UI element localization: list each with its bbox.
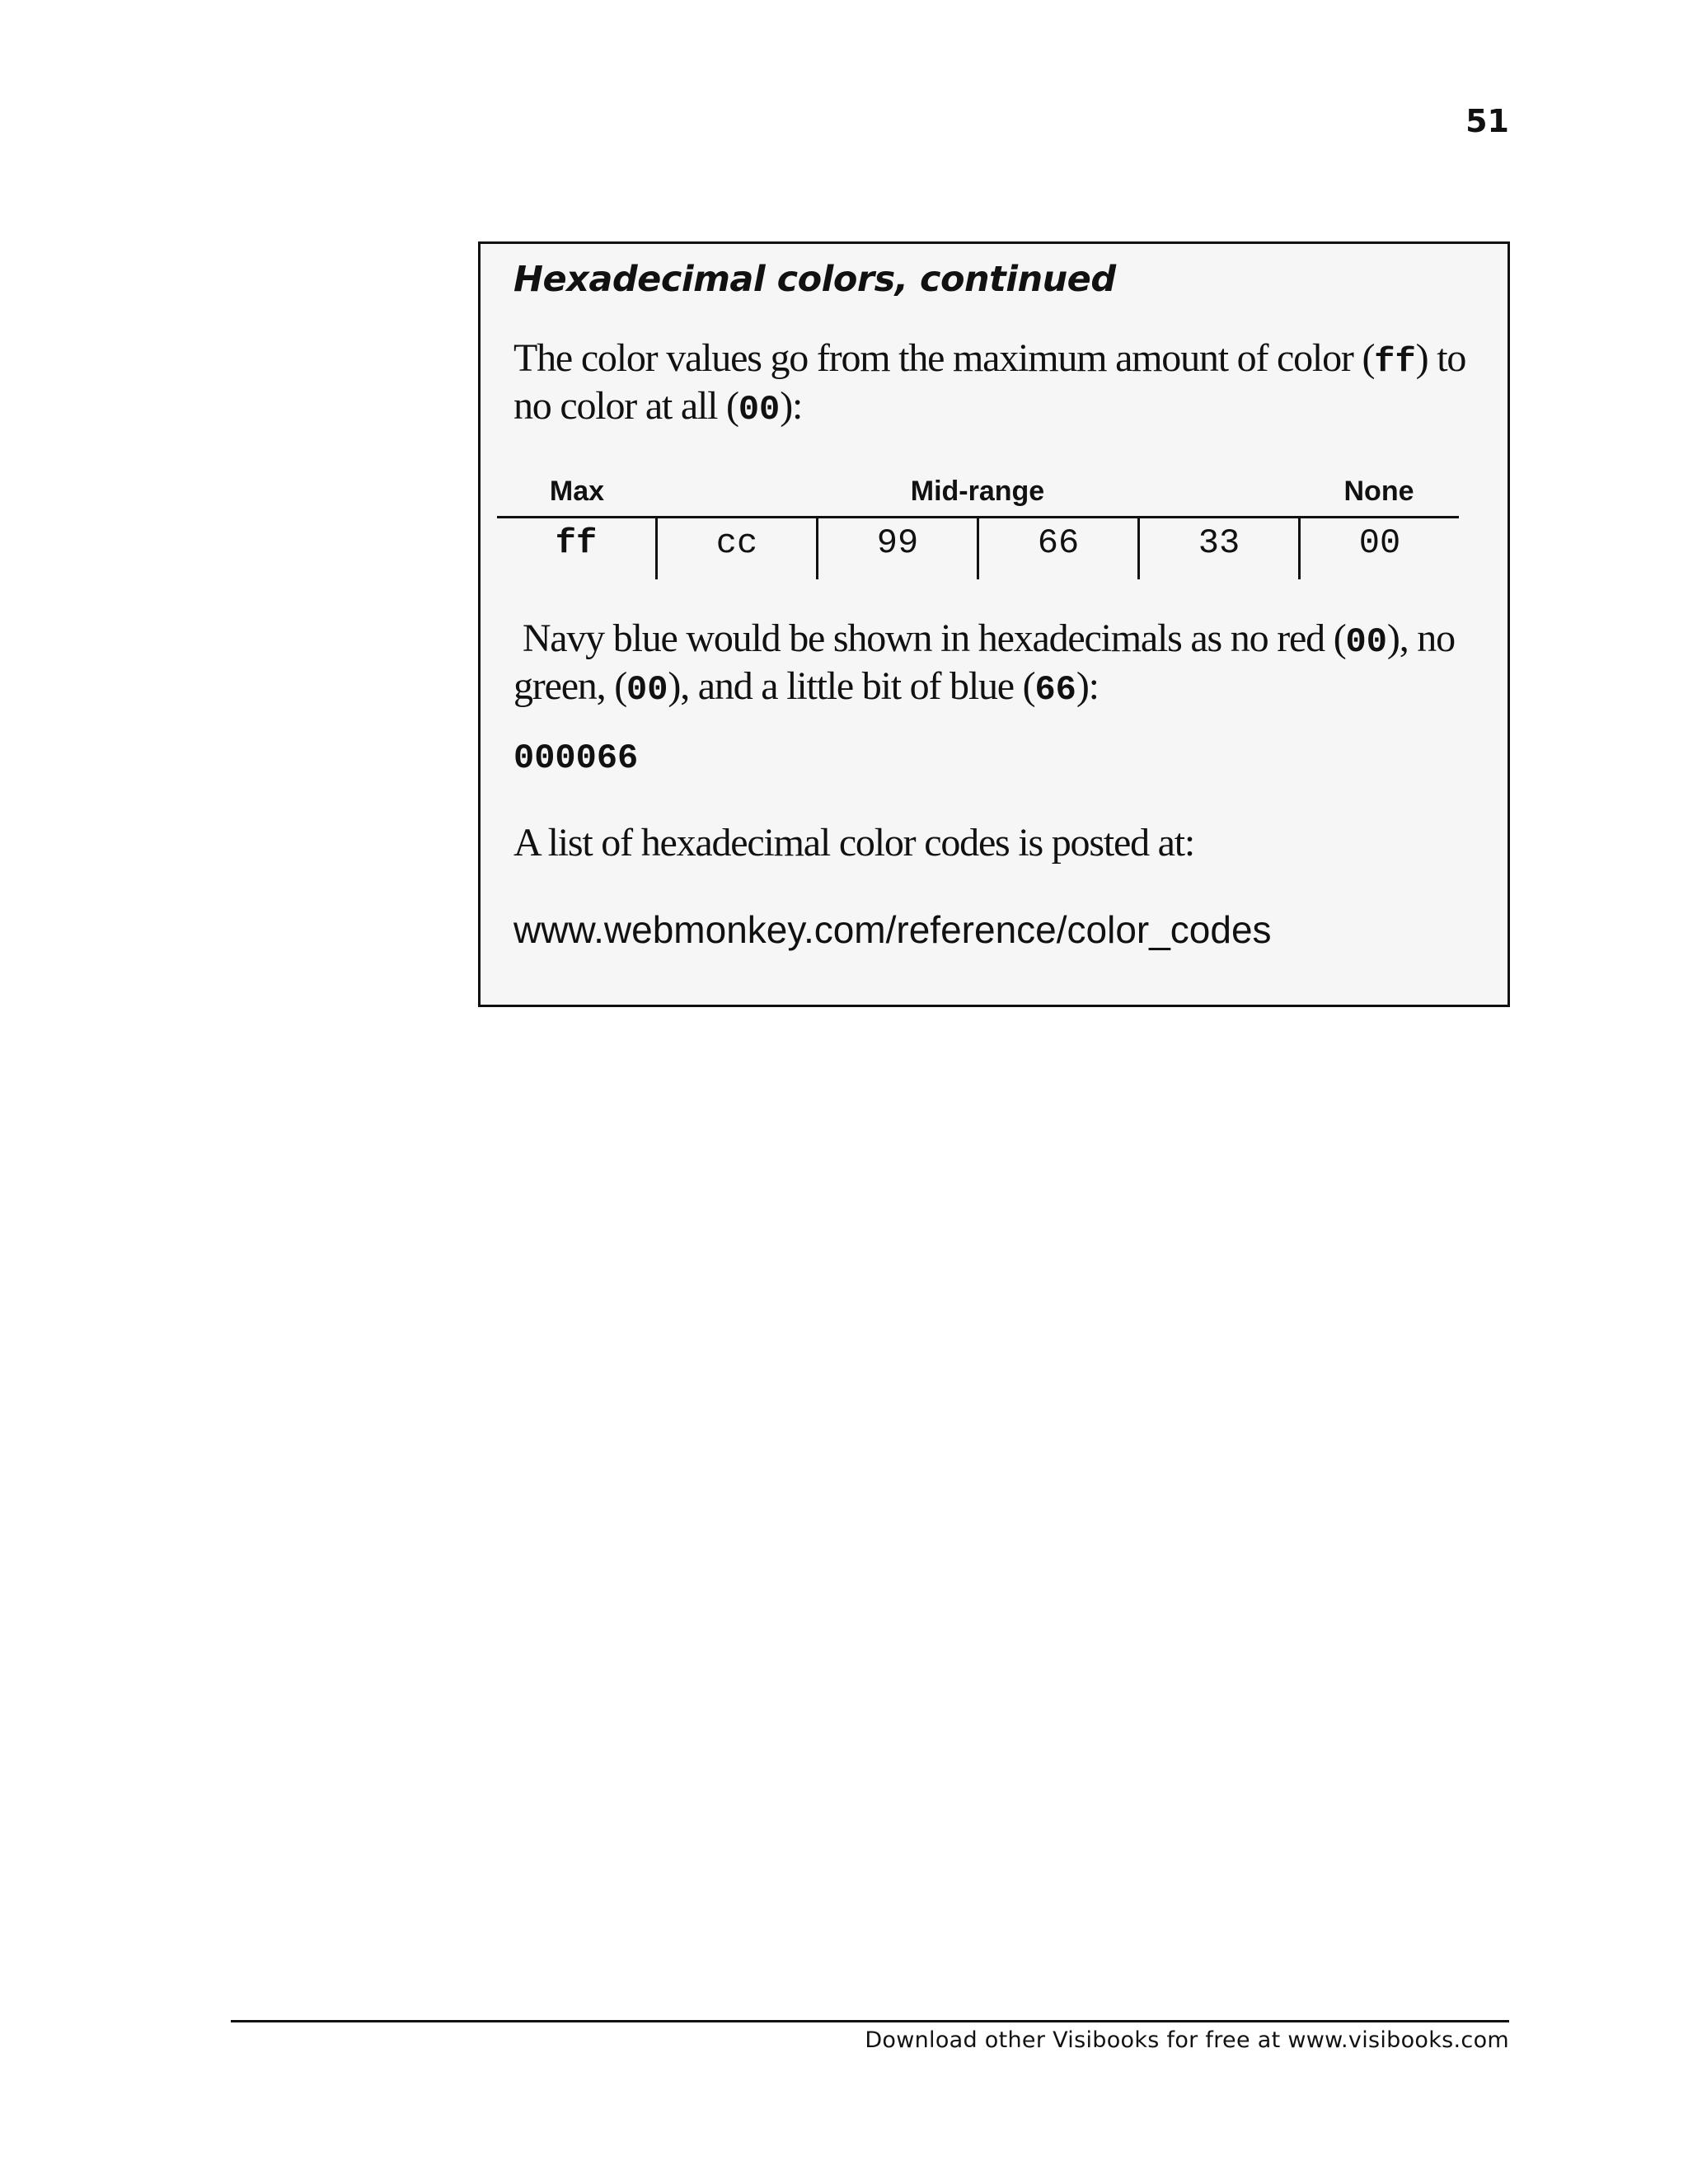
navy-text-b: ), no green, ( bbox=[513, 616, 1455, 708]
range-cell: ff bbox=[555, 523, 598, 563]
range-label-none: None bbox=[1343, 476, 1414, 507]
range-cell: 00 bbox=[1298, 518, 1459, 579]
range-label-max: Max bbox=[549, 476, 605, 507]
footer-text: Download other Visibooks for free at www.visibooks.com bbox=[865, 2027, 1509, 2053]
reference-url[interactable]: www.webmonkey.com/reference/color_codes bbox=[513, 908, 1272, 951]
color-range-table bbox=[497, 475, 1459, 594]
intro-paragraph bbox=[513, 336, 1475, 432]
navy-text-a: Navy blue would be shown in hexadecimals as no red ( bbox=[522, 616, 1346, 660]
range-cell: cc bbox=[655, 518, 816, 579]
range-cell: 99 bbox=[816, 518, 977, 579]
box-title: Hexadecimal colors, continued bbox=[513, 259, 1116, 300]
range-cells bbox=[497, 518, 1459, 579]
code-green: 00 bbox=[626, 670, 668, 710]
intro-text-a: The color values go from the maximum amount of color ( bbox=[513, 336, 1375, 380]
navy-paragraph bbox=[513, 616, 1475, 712]
list-paragraph: A list of hexadecimal color codes is posted at: bbox=[513, 821, 1195, 865]
code-blue: 66 bbox=[1034, 670, 1076, 710]
code-max: ff bbox=[1374, 342, 1416, 382]
navy-text-d: ): bbox=[1076, 664, 1099, 708]
hex-example-code: 000066 bbox=[513, 738, 639, 778]
intro-text-c: ): bbox=[780, 384, 803, 428]
footer-rule bbox=[231, 2020, 1509, 2022]
code-red: 00 bbox=[1345, 622, 1387, 662]
intro-text-b: ) to no color at all ( bbox=[513, 336, 1466, 428]
range-cell: 66 bbox=[977, 518, 1137, 579]
page-number: 51 bbox=[1465, 103, 1509, 139]
range-label-mid: Mid-range bbox=[910, 476, 1045, 507]
navy-text-c: ), and a little bit of blue ( bbox=[668, 664, 1035, 708]
range-cell: 33 bbox=[1137, 518, 1298, 579]
callout-box bbox=[478, 241, 1510, 1007]
code-none: 00 bbox=[738, 390, 781, 429]
